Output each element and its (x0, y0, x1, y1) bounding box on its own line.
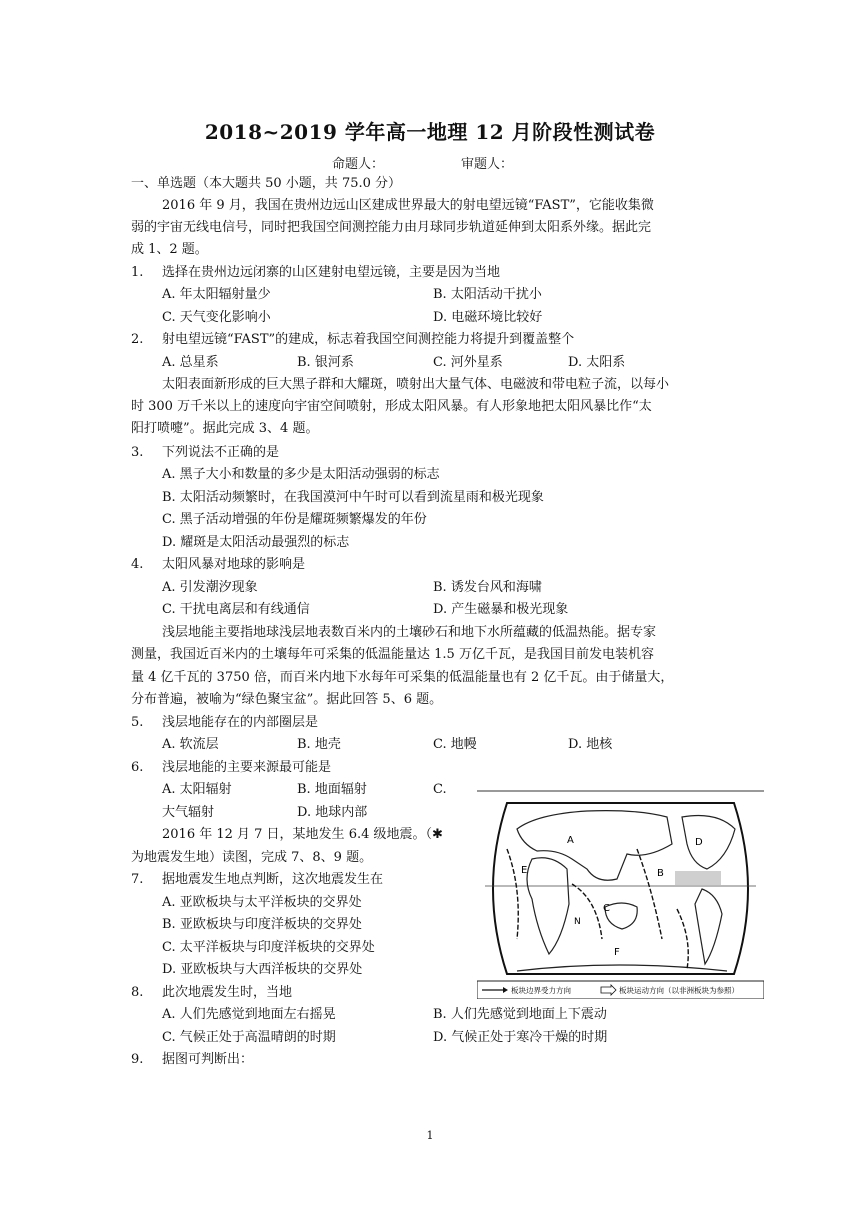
map-label-n: N (574, 917, 581, 927)
map-label-d: D (695, 837, 703, 848)
q7-option-b: B. 亚欧板块与印度洋板块的交界处 (162, 917, 362, 932)
q4-option-b: B. 诱发台风和海啸 (433, 580, 542, 595)
q6-option-b: B. 地面辐射 (297, 782, 367, 797)
passage3-line2: 测量，我国近百米内的土壤每年可采集的低温能量达 1.5 万亿千瓦，是我国目前发电装机容 (131, 647, 654, 662)
q3-number: 3. (131, 445, 144, 460)
q4-number: 4. (131, 557, 144, 572)
q1-text: 选择在贵州边远闭寨的山区建射电望远镜，主要是因为当地 (162, 265, 501, 280)
passage4-line1: 2016 年 12 月 7 日，某地发生 6.4 级地震。（✱ (162, 827, 443, 842)
passage3-line4: 分布普遍，被喻为“绿色聚宝盆”。据此回答 5、6 题。 (131, 692, 443, 707)
passage4-line2: 为地震发生地）读图，完成 7、8、9 题。 (131, 850, 373, 865)
q5-option-d: D. 地核 (568, 737, 613, 752)
map-label-e: E (521, 865, 528, 876)
q7-text: 据地震发生地点判断，这次地震发生在 (162, 872, 384, 887)
q6-option-d: D. 地球内部 (297, 805, 368, 820)
q8-option-d: D. 气候正处于寒冷干燥的时期 (433, 1030, 608, 1045)
q1-number: 1. (131, 265, 144, 280)
q8-option-c: C. 气候正处于高温晴朗的时期 (162, 1030, 336, 1045)
q3-option-c: C. 黑子活动增强的年份是耀斑频繁爆发的年份 (162, 512, 427, 527)
map-label-a: A (567, 835, 574, 846)
q3-option-d: D. 耀斑是太阳活动最强烈的标志 (162, 535, 350, 550)
q7-option-d: D. 亚欧板块与大西洋板块的交界处 (162, 962, 363, 977)
map-label-b: B (657, 868, 664, 879)
q8-number: 8. (131, 985, 144, 1000)
passage2-line3: 阳打喷嚏”。据此完成 3、4 题。 (131, 421, 319, 436)
q7-number: 7. (131, 872, 144, 887)
q4-option-a: A. 引发潮汐现象 (162, 580, 258, 595)
map-label-f: F (614, 947, 620, 958)
q1-option-a: A. 年太阳辐射量少 (162, 287, 271, 302)
q4-option-d: D. 产生磁暴和极光现象 (433, 602, 569, 617)
q5-number: 5. (131, 715, 144, 730)
passage1-line3: 成 1、2 题。 (131, 242, 208, 257)
q6-option-c: C. (433, 782, 447, 797)
maker-label: 命题人： (332, 157, 385, 172)
q2-option-d: D. 太阳系 (568, 355, 626, 370)
q5-option-c: C. 地幔 (433, 737, 477, 752)
legend-label-1: 板块边界受力方向 (511, 986, 571, 995)
passage3-line3: 量 4 亿千瓦的 3750 倍，而百米内地下水每年可采集的低温能量也有 2 亿千瓦。由于储量大， (131, 670, 674, 685)
q5-text: 浅层地能存在的内部圈层是 (162, 715, 319, 730)
legend-label-2: 板块运动方向（以非洲板块为参照） (619, 986, 739, 995)
q7-option-a: A. 亚欧板块与太平洋板块的交界处 (162, 895, 362, 910)
q7-option-c: C. 太平洋板块与印度洋板块的交界处 (162, 940, 375, 955)
q6-option-c-text: 大气辐射 (162, 805, 215, 820)
q5-option-b: B. 地壳 (297, 737, 341, 752)
q2-option-b: B. 银河系 (297, 355, 354, 370)
passage2-line2: 时 300 万千米以上的速度向宇宙空间喷射，形成太阳风暴。有人形象地把太阳风暴比作“太 (131, 399, 652, 414)
passage1-line1: 2016 年 9 月，我国在贵州边远山区建成世界最大的射电望远镜“FAST”，它能收集微 (162, 198, 654, 213)
q3-option-b: B. 太阳活动频繁时，在我国漠河中午时可以看到流星雨和极光现象 (162, 490, 544, 505)
plate-map-figure (477, 789, 764, 999)
q4-text: 太阳风暴对地球的影响是 (162, 557, 306, 572)
q1-option-c: C. 天气变化影响小 (162, 310, 271, 325)
q3-text: 下列说法不正确的是 (162, 445, 280, 460)
blurred-area (675, 871, 721, 885)
q8-option-a: A. 人们先感觉到地面左右摇晃 (162, 1007, 336, 1022)
q9-number: 9. (131, 1052, 144, 1067)
page-title: 2018~2019 学年高一地理 12 月阶段性测试卷 (204, 120, 656, 144)
section-heading: 一、单选题（本大题共 50 小题，共 75.0 分） (131, 176, 402, 191)
map-label-c: C (603, 903, 610, 914)
passage3-line1: 浅层地能主要指地球浅层地表数百米内的土壤砂石和地下水所蕴藏的低温热能。据专家 (162, 625, 657, 640)
q8-text: 此次地震发生时，当地 (162, 985, 293, 1000)
q2-option-a: A. 总星系 (162, 355, 219, 370)
q1-option-d: D. 电磁环境比较好 (433, 310, 543, 325)
q4-option-c: C. 干扰电离层和有线通信 (162, 602, 310, 617)
q2-option-c: C. 河外星系 (433, 355, 503, 370)
q2-text: 射电望远镜“FAST”的建成，标志着我国空间测控能力将提升到覆盖整个 (162, 332, 575, 347)
q2-number: 2. (131, 332, 144, 347)
q1-option-b: B. 太阳活动干扰小 (433, 287, 542, 302)
reviewer-label: 审题人： (461, 157, 514, 172)
page-number: 1 (426, 1129, 434, 1142)
q3-option-a: A. 黑子大小和数量的多少是太阳活动强弱的标志 (162, 467, 440, 482)
passage2-line1: 太阳表面新形成的巨大黑子群和大耀斑，喷射出大量气体、电磁波和带电粒子流，以每小 (162, 377, 670, 392)
q5-option-a: A. 软流层 (162, 737, 219, 752)
q9-text: 据图可判断出： (162, 1052, 254, 1067)
q6-option-a: A. 太阳辐射 (162, 782, 232, 797)
q8-option-b: B. 人们先感觉到地面上下震动 (433, 1007, 607, 1022)
q6-number: 6. (131, 760, 144, 775)
q6-text: 浅层地能的主要来源最可能是 (162, 760, 332, 775)
passage1-line2: 弱的宇宙无线电信号，同时把我国空间测控能力由月球同步轨道延伸到太阳系外缘。据此完 (131, 220, 652, 235)
map-frame (493, 803, 748, 974)
